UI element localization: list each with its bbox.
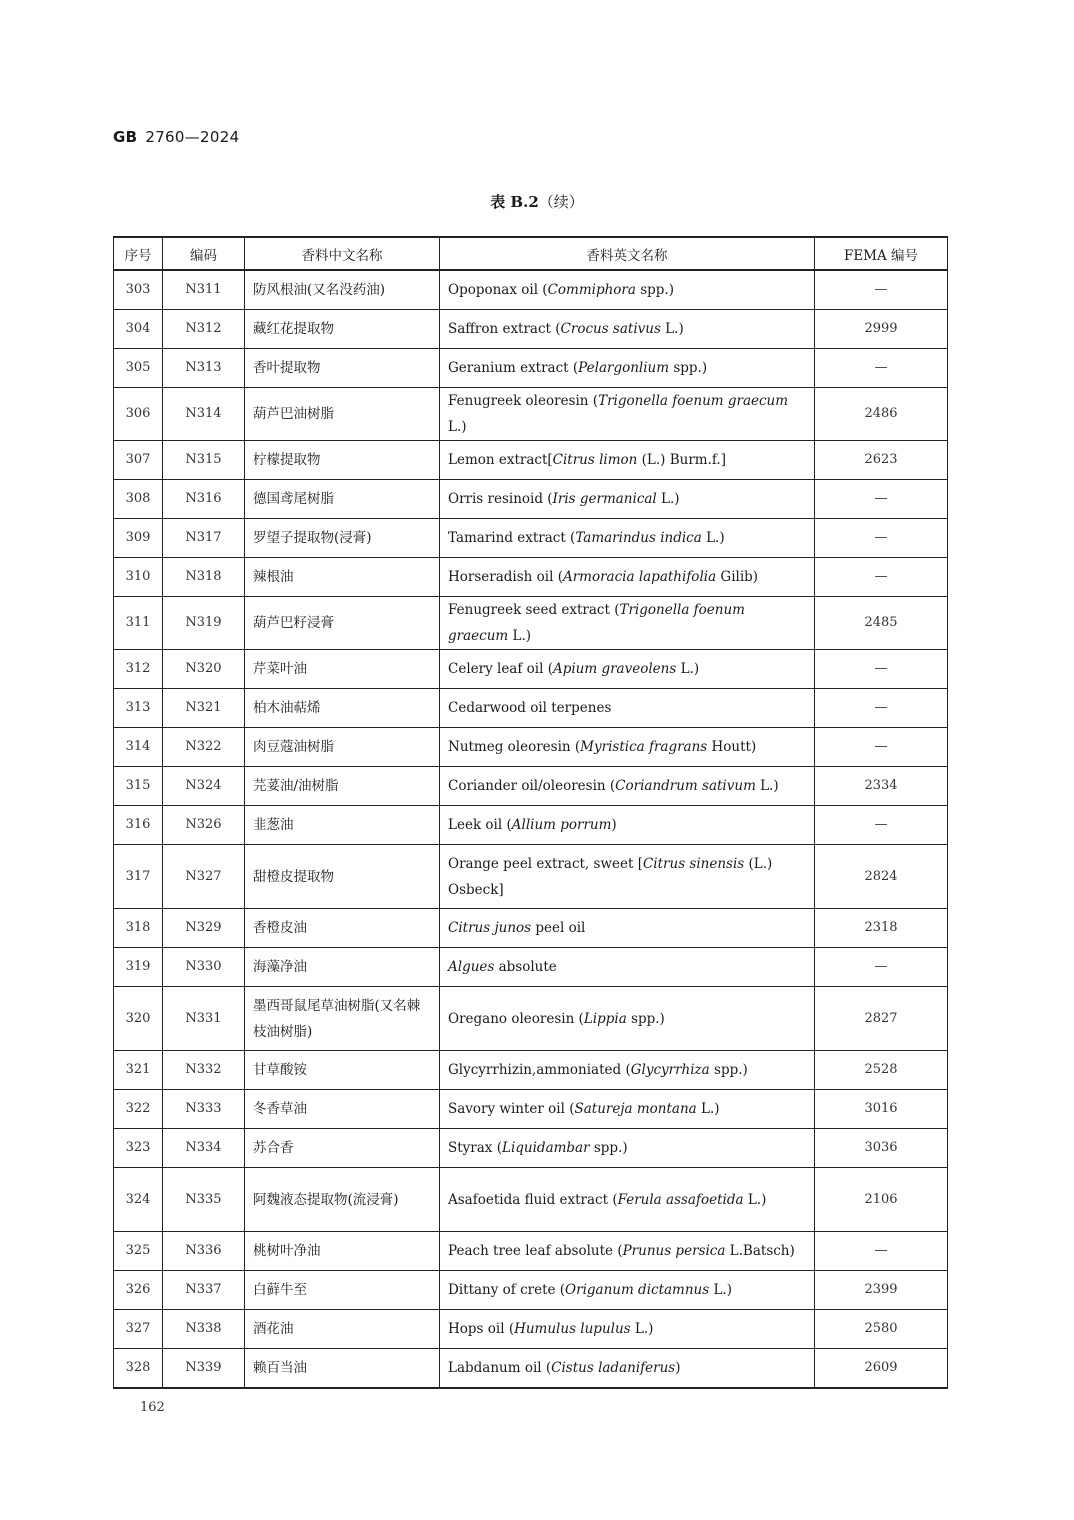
cell-serial: 315 bbox=[114, 767, 163, 806]
english-text: L.) bbox=[743, 1191, 767, 1208]
cell-chinese-name: 葫芦巴籽浸膏 bbox=[245, 597, 440, 650]
cell-fema: 2318 bbox=[815, 909, 948, 948]
table-row bbox=[114, 1271, 948, 1310]
cell-serial: 326 bbox=[114, 1271, 163, 1310]
english-text: L.) bbox=[508, 628, 532, 644]
cell-code: N336 bbox=[163, 1232, 245, 1271]
english-text: absolute bbox=[494, 959, 557, 975]
latin-name: Glycyrrhiza bbox=[630, 1062, 710, 1078]
latin-name: Ferula assafoetida bbox=[617, 1191, 744, 1208]
cell-chinese-name: 阿魏液态提取物(流浸膏) bbox=[245, 1168, 440, 1232]
cell-english-name bbox=[440, 558, 815, 597]
table-row bbox=[114, 597, 948, 650]
cell-chinese-name: 辣根油 bbox=[245, 558, 440, 597]
cell-code: N315 bbox=[163, 441, 245, 480]
cell-fema: 2399 bbox=[815, 1271, 948, 1310]
english-text: ) bbox=[611, 817, 617, 833]
english-text: peel oil bbox=[531, 920, 586, 936]
table-row bbox=[114, 1168, 948, 1232]
cell-english-name bbox=[440, 767, 815, 806]
cell-serial: 305 bbox=[114, 349, 163, 388]
table-title bbox=[0, 191, 1074, 212]
cell-chinese-name: 柠檬提取物 bbox=[245, 441, 440, 480]
cell-english-name bbox=[440, 310, 815, 349]
latin-name: Armoracia lapathifolia bbox=[562, 569, 717, 585]
standard-prefix: GB bbox=[113, 128, 138, 146]
latin-name: Apium graveolens bbox=[552, 661, 677, 677]
cell-code: N327 bbox=[163, 845, 245, 909]
cell-fema: — bbox=[815, 689, 948, 728]
cell-serial: 307 bbox=[114, 441, 163, 480]
table-row bbox=[114, 845, 948, 909]
cell-chinese-name: 赖百当油 bbox=[245, 1349, 440, 1389]
page-number: 162 bbox=[140, 1400, 165, 1415]
english-text: Gilib) bbox=[716, 569, 759, 585]
cell-fema: 3016 bbox=[815, 1090, 948, 1129]
cell-code: N320 bbox=[163, 650, 245, 689]
latin-name: Trigonella foenum graecum bbox=[598, 393, 789, 409]
latin-name: Commiphora bbox=[547, 282, 636, 298]
cell-english-name bbox=[440, 349, 815, 388]
cell-chinese-name: 甜橙皮提取物 bbox=[245, 845, 440, 909]
english-text: Coriander oil/oleoresin ( bbox=[448, 778, 616, 794]
english-text: (L.) Osbeck] bbox=[448, 855, 773, 898]
cell-serial: 317 bbox=[114, 845, 163, 909]
table-body bbox=[114, 270, 948, 1388]
cell-serial: 304 bbox=[114, 310, 163, 349]
latin-name: Iris germanical bbox=[552, 491, 657, 507]
latin-name: Crocus sativus bbox=[560, 321, 661, 337]
english-text: Savory winter oil ( bbox=[448, 1101, 575, 1117]
cell-serial: 308 bbox=[114, 480, 163, 519]
col-header-fema: FEMA 编号 bbox=[815, 237, 948, 270]
english-text: L.) bbox=[696, 1101, 720, 1117]
col-header-code: 编码 bbox=[163, 237, 245, 270]
cell-fema: 2106 bbox=[815, 1168, 948, 1232]
cell-serial: 303 bbox=[114, 270, 163, 310]
cell-serial: 319 bbox=[114, 948, 163, 987]
latin-name: Cistus ladaniferus bbox=[551, 1360, 676, 1376]
cell-english-name bbox=[440, 650, 815, 689]
cell-code: N316 bbox=[163, 480, 245, 519]
english-text: Labdanum oil ( bbox=[448, 1360, 552, 1376]
table-row bbox=[114, 1310, 948, 1349]
cell-english-name bbox=[440, 1129, 815, 1168]
cell-code: N311 bbox=[163, 270, 245, 310]
english-text: spp.) bbox=[635, 282, 674, 298]
english-text: Geranium extract ( bbox=[448, 360, 579, 376]
cell-fema: — bbox=[815, 728, 948, 767]
cell-code: N334 bbox=[163, 1129, 245, 1168]
table-row bbox=[114, 806, 948, 845]
cell-english-name bbox=[440, 597, 815, 650]
cell-english-name bbox=[440, 1090, 815, 1129]
cell-english-name bbox=[440, 1349, 815, 1389]
cell-code: N330 bbox=[163, 948, 245, 987]
latin-name: Algues bbox=[448, 959, 495, 975]
cell-fema: 2334 bbox=[815, 767, 948, 806]
table-row bbox=[114, 1349, 948, 1389]
cell-serial: 306 bbox=[114, 388, 163, 441]
cell-fema: 2485 bbox=[815, 597, 948, 650]
cell-code: N317 bbox=[163, 519, 245, 558]
table-row bbox=[114, 987, 948, 1051]
cell-chinese-name: 藏红花提取物 bbox=[245, 310, 440, 349]
cell-chinese-name: 苏合香 bbox=[245, 1129, 440, 1168]
cell-code: N314 bbox=[163, 388, 245, 441]
table-row bbox=[114, 558, 948, 597]
table-row bbox=[114, 519, 948, 558]
latin-name: Humulus lupulus bbox=[514, 1321, 631, 1337]
cell-serial: 316 bbox=[114, 806, 163, 845]
cell-code: N332 bbox=[163, 1051, 245, 1090]
cell-english-name bbox=[440, 388, 815, 441]
cell-fema: 2623 bbox=[815, 441, 948, 480]
english-text: L.Batsch) bbox=[725, 1243, 795, 1259]
cell-code: N322 bbox=[163, 728, 245, 767]
table-row bbox=[114, 270, 948, 310]
english-text: Opoponax oil ( bbox=[448, 282, 548, 298]
english-text: Orange peel extract, sweet [ bbox=[448, 855, 643, 872]
english-text: spp.) bbox=[669, 360, 708, 376]
cell-fema: 2580 bbox=[815, 1310, 948, 1349]
table-row bbox=[114, 310, 948, 349]
english-text: Cedarwood oil terpenes bbox=[448, 700, 612, 716]
flavor-table bbox=[113, 236, 948, 1389]
latin-name: Citrus limon bbox=[552, 452, 638, 468]
cell-chinese-name: 酒花油 bbox=[245, 1310, 440, 1349]
table-row bbox=[114, 728, 948, 767]
english-text: Horseradish oil ( bbox=[448, 569, 563, 585]
cell-english-name bbox=[440, 948, 815, 987]
cell-english-name bbox=[440, 480, 815, 519]
standard-code bbox=[113, 128, 239, 146]
cell-chinese-name: 白藓牛至 bbox=[245, 1271, 440, 1310]
latin-name: Pelargonlium bbox=[578, 360, 670, 376]
english-text: spp.) bbox=[709, 1062, 748, 1078]
table-row bbox=[114, 909, 948, 948]
cell-fema: — bbox=[815, 1232, 948, 1271]
table-row bbox=[114, 1129, 948, 1168]
english-text: L.) bbox=[676, 661, 700, 677]
table-title-cont: （续） bbox=[538, 193, 584, 211]
cell-english-name bbox=[440, 519, 815, 558]
english-text: L.) bbox=[709, 1282, 732, 1298]
cell-fema: 2999 bbox=[815, 310, 948, 349]
english-text: L.) bbox=[448, 419, 467, 435]
english-text: Oregano oleoresin ( bbox=[448, 1010, 584, 1027]
cell-serial: 318 bbox=[114, 909, 163, 948]
cell-fema: — bbox=[815, 558, 948, 597]
col-header-serial: 序号 bbox=[114, 237, 163, 270]
table-row bbox=[114, 441, 948, 480]
cell-fema: 2528 bbox=[815, 1051, 948, 1090]
table-title-main: 表 B.2 bbox=[490, 193, 539, 211]
cell-chinese-name: 德国鸢尾树脂 bbox=[245, 480, 440, 519]
table-row bbox=[114, 349, 948, 388]
latin-name: Lippia bbox=[583, 1010, 627, 1027]
cell-serial: 327 bbox=[114, 1310, 163, 1349]
cell-chinese-name: 肉豆蔻油树脂 bbox=[245, 728, 440, 767]
cell-code: N333 bbox=[163, 1090, 245, 1129]
cell-chinese-name: 冬香草油 bbox=[245, 1090, 440, 1129]
english-text: spp.) bbox=[626, 1010, 665, 1027]
cell-serial: 324 bbox=[114, 1168, 163, 1232]
cell-fema: — bbox=[815, 519, 948, 558]
cell-serial: 325 bbox=[114, 1232, 163, 1271]
table-header-row bbox=[114, 237, 948, 270]
latin-name: Coriandrum sativum bbox=[615, 778, 756, 794]
cell-english-name bbox=[440, 1310, 815, 1349]
cell-code: N331 bbox=[163, 987, 245, 1051]
english-text: L.) bbox=[755, 778, 779, 794]
cell-chinese-name: 罗望子提取物(浸膏) bbox=[245, 519, 440, 558]
latin-name: Myristica fragrans bbox=[580, 739, 708, 755]
english-text: Lemon extract[ bbox=[448, 452, 553, 468]
cell-english-name bbox=[440, 1168, 815, 1232]
english-text: Celery leaf oil ( bbox=[448, 661, 553, 677]
cell-chinese-name: 葫芦巴油树脂 bbox=[245, 388, 440, 441]
cell-chinese-name: 芹菜叶油 bbox=[245, 650, 440, 689]
cell-chinese-name: 柏木油萜烯 bbox=[245, 689, 440, 728]
cell-code: N324 bbox=[163, 767, 245, 806]
latin-name: Trigonella foenum graecum bbox=[448, 602, 745, 644]
col-header-chinese-name: 香料中文名称 bbox=[245, 237, 440, 270]
cell-fema: — bbox=[815, 948, 948, 987]
cell-fema: 2609 bbox=[815, 1349, 948, 1389]
table-row bbox=[114, 948, 948, 987]
cell-fema: 2827 bbox=[815, 987, 948, 1051]
cell-fema: — bbox=[815, 806, 948, 845]
latin-name: Tamarindus indica bbox=[575, 530, 702, 546]
english-text: (L.) Burm.f.] bbox=[637, 452, 726, 468]
english-text: Fenugreek seed extract ( bbox=[448, 602, 620, 618]
cell-serial: 310 bbox=[114, 558, 163, 597]
english-text: Dittany of crete ( bbox=[448, 1282, 566, 1298]
cell-serial: 320 bbox=[114, 987, 163, 1051]
cell-code: N312 bbox=[163, 310, 245, 349]
english-text: Peach tree leaf absolute ( bbox=[448, 1243, 623, 1259]
cell-chinese-name: 韭葱油 bbox=[245, 806, 440, 845]
cell-code: N338 bbox=[163, 1310, 245, 1349]
cell-code: N329 bbox=[163, 909, 245, 948]
cell-serial: 322 bbox=[114, 1090, 163, 1129]
latin-name: Liquidambar bbox=[501, 1140, 590, 1156]
cell-fema: 3036 bbox=[815, 1129, 948, 1168]
cell-serial: 311 bbox=[114, 597, 163, 650]
cell-english-name bbox=[440, 845, 815, 909]
latin-name: Satureja montana bbox=[574, 1101, 697, 1117]
cell-serial: 314 bbox=[114, 728, 163, 767]
cell-english-name bbox=[440, 1051, 815, 1090]
english-text: L.) bbox=[660, 321, 684, 337]
cell-english-name bbox=[440, 987, 815, 1051]
cell-serial: 309 bbox=[114, 519, 163, 558]
col-header-english-name: 香料英文名称 bbox=[440, 237, 815, 270]
english-text: Houtt) bbox=[707, 739, 757, 755]
table-row bbox=[114, 650, 948, 689]
english-text: L.) bbox=[656, 491, 680, 507]
cell-code: N321 bbox=[163, 689, 245, 728]
cell-chinese-name: 墨西哥鼠尾草油树脂(又名棘枝油树脂) bbox=[245, 987, 440, 1051]
english-text: Leek oil ( bbox=[448, 817, 512, 833]
cell-english-name bbox=[440, 728, 815, 767]
cell-fema: — bbox=[815, 650, 948, 689]
cell-chinese-name: 香橙皮油 bbox=[245, 909, 440, 948]
table-row bbox=[114, 1232, 948, 1271]
cell-fema: — bbox=[815, 480, 948, 519]
english-text: Styrax ( bbox=[448, 1140, 502, 1156]
cell-chinese-name: 香叶提取物 bbox=[245, 349, 440, 388]
cell-english-name bbox=[440, 1271, 815, 1310]
cell-chinese-name: 芫荽油/油树脂 bbox=[245, 767, 440, 806]
cell-chinese-name: 桃树叶净油 bbox=[245, 1232, 440, 1271]
cell-code: N319 bbox=[163, 597, 245, 650]
cell-fema: 2486 bbox=[815, 388, 948, 441]
english-text: Fenugreek oleoresin ( bbox=[448, 393, 599, 409]
cell-fema: — bbox=[815, 349, 948, 388]
cell-serial: 321 bbox=[114, 1051, 163, 1090]
cell-chinese-name: 防风根油(又名没药油) bbox=[245, 270, 440, 310]
cell-serial: 323 bbox=[114, 1129, 163, 1168]
english-text: spp.) bbox=[589, 1140, 628, 1156]
cell-chinese-name: 甘草酸铵 bbox=[245, 1051, 440, 1090]
english-text: Orris resinoid ( bbox=[448, 491, 553, 507]
english-text: Asafoetida fluid extract ( bbox=[448, 1191, 618, 1208]
english-text: ) bbox=[675, 1360, 681, 1376]
cell-code: N337 bbox=[163, 1271, 245, 1310]
table-row bbox=[114, 388, 948, 441]
cell-serial: 328 bbox=[114, 1349, 163, 1389]
cell-code: N313 bbox=[163, 349, 245, 388]
english-text: L.) bbox=[701, 530, 725, 546]
cell-fema: — bbox=[815, 270, 948, 310]
cell-code: N326 bbox=[163, 806, 245, 845]
english-text: Nutmeg oleoresin ( bbox=[448, 739, 581, 755]
cell-english-name bbox=[440, 441, 815, 480]
standard-number: 2760—2024 bbox=[145, 128, 240, 146]
cell-serial: 312 bbox=[114, 650, 163, 689]
cell-chinese-name: 海藻净油 bbox=[245, 948, 440, 987]
cell-english-name bbox=[440, 270, 815, 310]
cell-english-name bbox=[440, 689, 815, 728]
table-row bbox=[114, 1051, 948, 1090]
latin-name: Allium porrum bbox=[511, 817, 612, 833]
table-row bbox=[114, 480, 948, 519]
english-text: L.) bbox=[630, 1321, 654, 1337]
cell-serial: 313 bbox=[114, 689, 163, 728]
english-text: Saffron extract ( bbox=[448, 321, 561, 337]
cell-code: N318 bbox=[163, 558, 245, 597]
latin-name: Prunus persica bbox=[622, 1243, 726, 1259]
table-row bbox=[114, 1090, 948, 1129]
table-row bbox=[114, 689, 948, 728]
cell-code: N335 bbox=[163, 1168, 245, 1232]
cell-fema: 2824 bbox=[815, 845, 948, 909]
latin-name: Citrus sinensis bbox=[642, 855, 745, 872]
english-text: Hops oil ( bbox=[448, 1321, 515, 1337]
cell-code: N339 bbox=[163, 1349, 245, 1389]
cell-english-name bbox=[440, 909, 815, 948]
english-text: Tamarind extract ( bbox=[448, 530, 576, 546]
english-text: Glycyrrhizin,ammoniated ( bbox=[448, 1062, 631, 1078]
cell-english-name bbox=[440, 806, 815, 845]
latin-name: Citrus junos bbox=[448, 920, 532, 936]
latin-name: Origanum dictamnus bbox=[565, 1282, 710, 1298]
cell-english-name bbox=[440, 1232, 815, 1271]
table-row bbox=[114, 767, 948, 806]
